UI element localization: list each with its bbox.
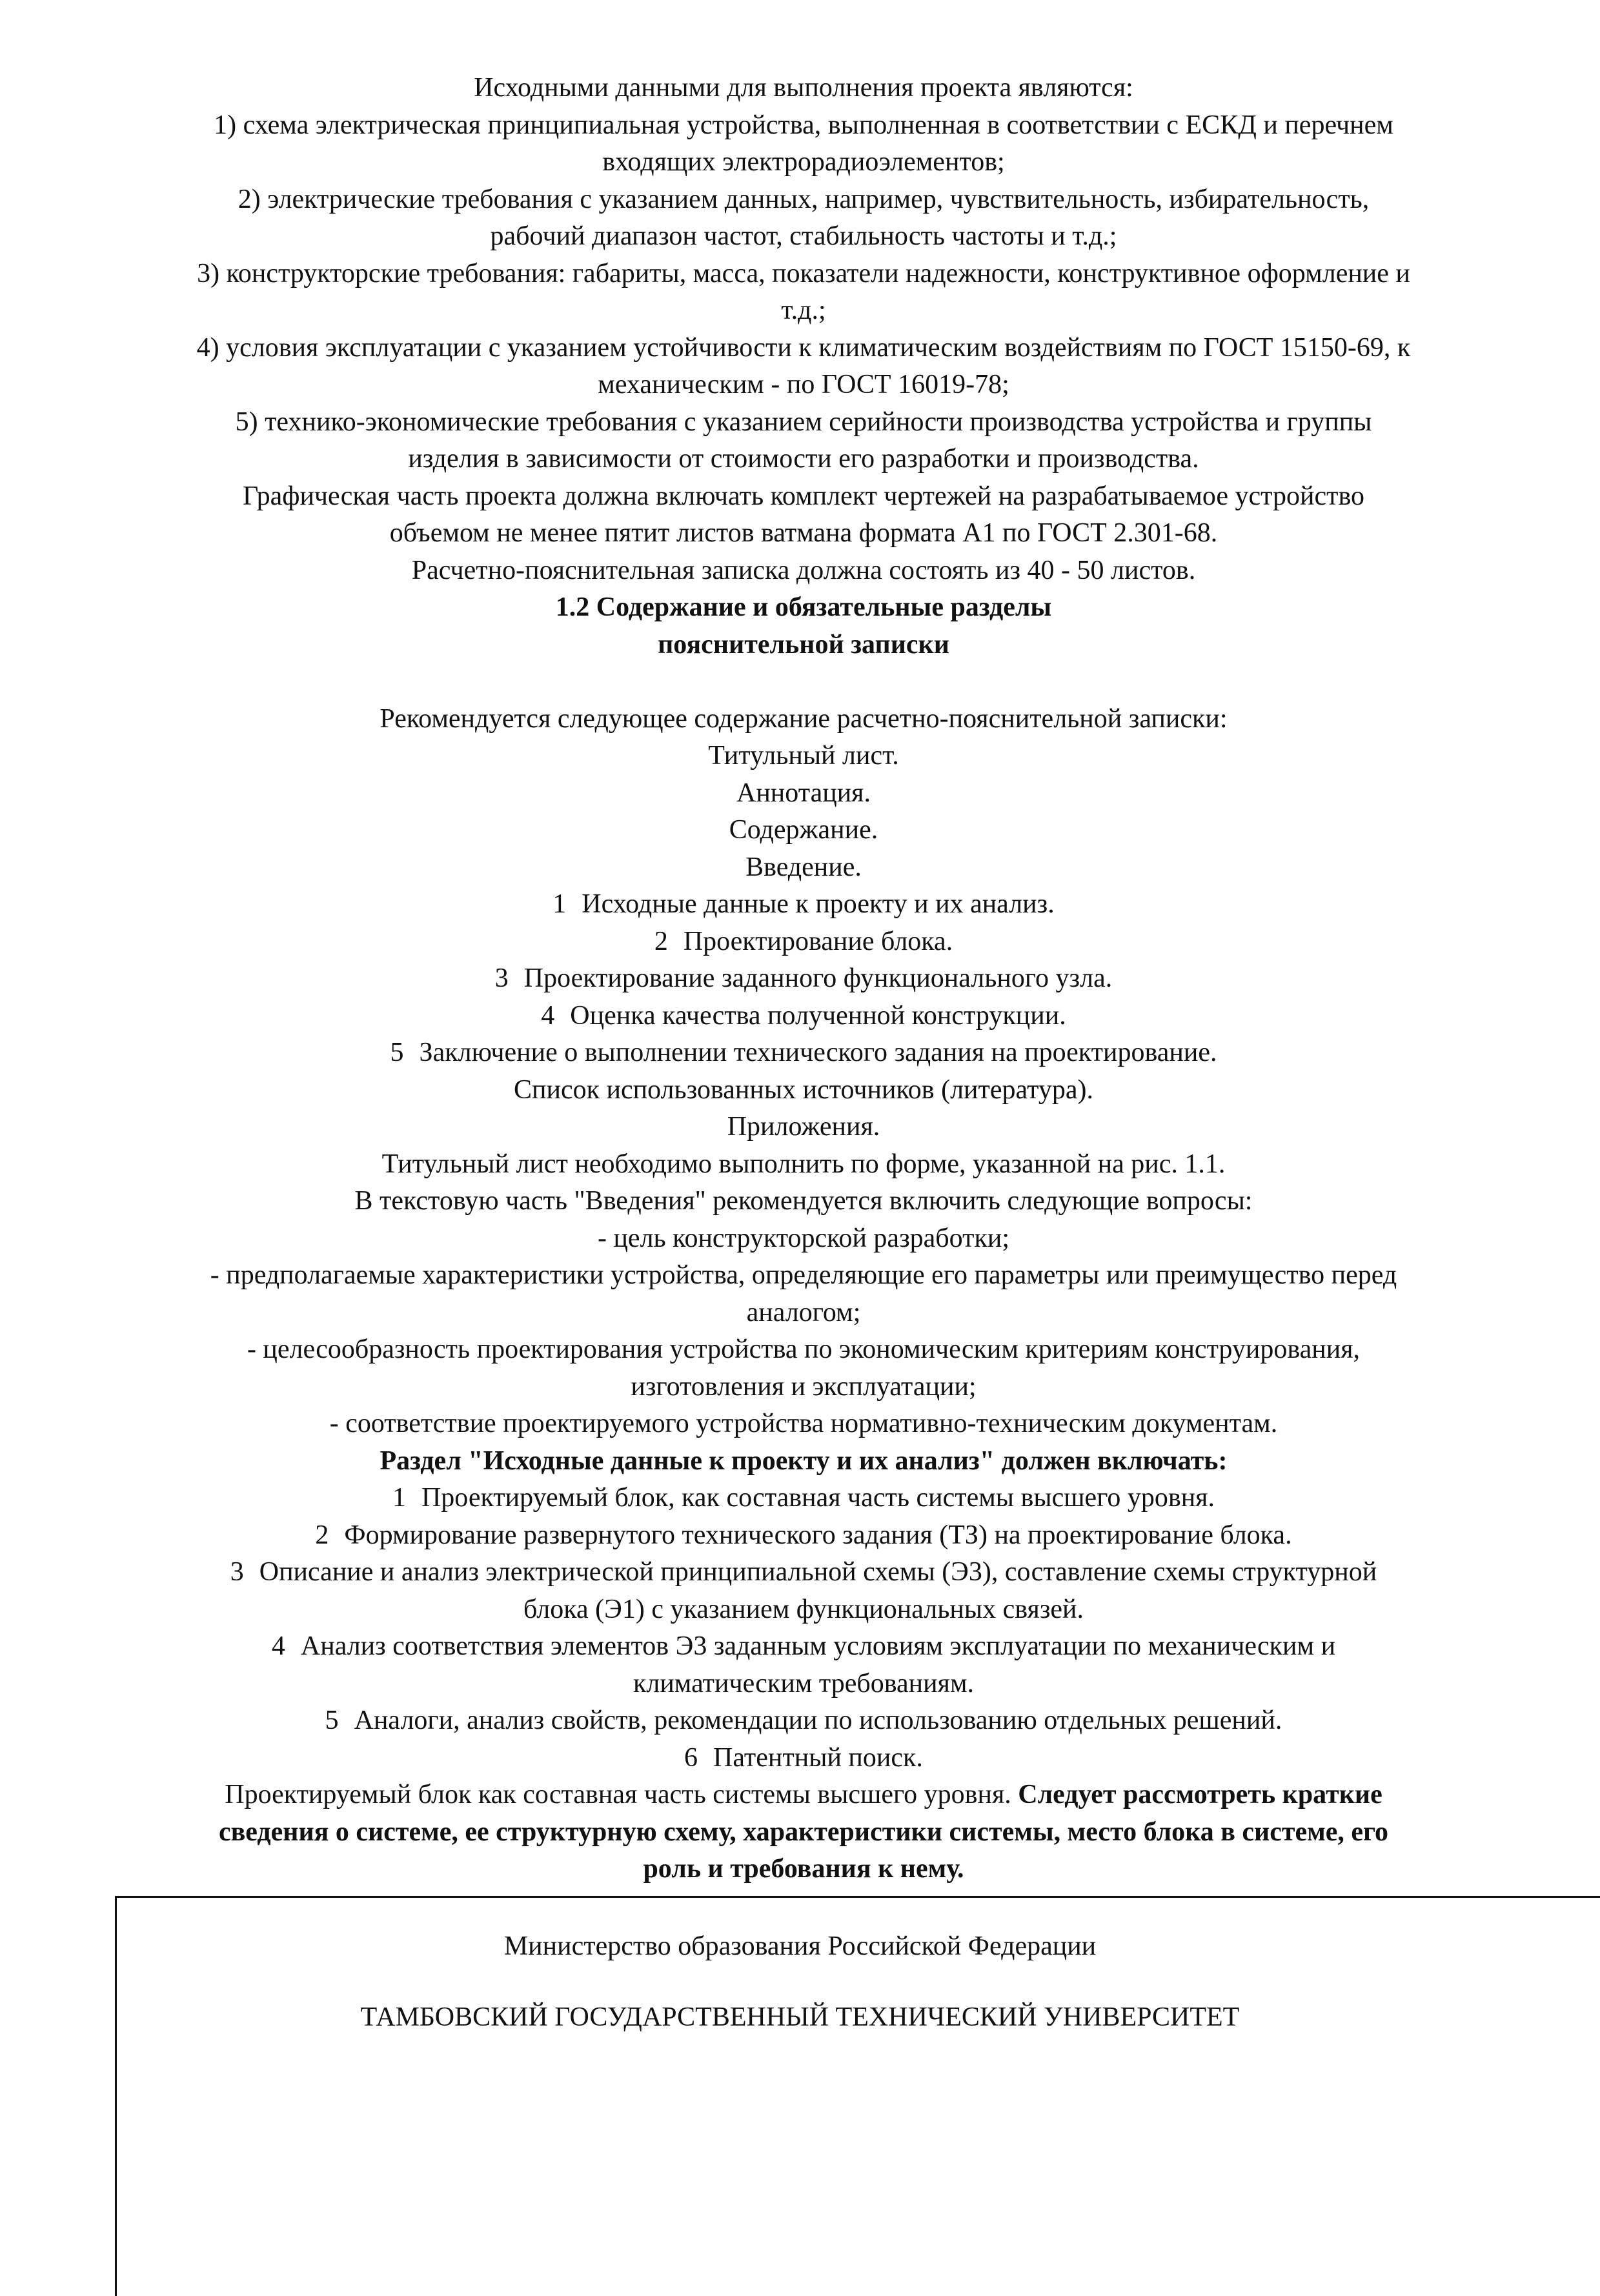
toc-item-numbered: 2 Проектирование блока. (654, 926, 953, 956)
title-page-ministry: Министерство образования Российской Федерации (503, 1931, 1097, 1961)
intro-question-item: - цель конструкторской разработки; (597, 1223, 1010, 1253)
source-section-item: 6 Патентный поиск. (684, 1742, 923, 1773)
section-heading-1-2: 1.2 Содержание и обязательные разделы пояснительной записки (555, 592, 1052, 660)
toc-item-title-page: Титульный лист. (708, 741, 899, 770)
toc-item-annotation: Аннотация. (736, 778, 871, 808)
note-size-paragraph: Расчетно-пояснительная записка должна состоять из 40 - 50 листов. (411, 555, 1196, 585)
blank-line (103, 663, 1504, 701)
intro-question-item: - соответствие проектируемого устройства нормативно-техническим документам. (329, 1409, 1278, 1438)
section-heading-source-data: Раздел "Исходные данные к проекту и их анализ" должен включать: (380, 1445, 1228, 1476)
intro-part-paragraph: В текстовую часть "Введения" рекомендуется включить следующие вопросы: (354, 1186, 1253, 1216)
source-section-item: 1 Проектируемый блок, как составная часть системы высшего уровня. (392, 1483, 1215, 1513)
intro-question-item: - целесообразность проектирования устройства по экономическим критериям конструирования, изготовления и эксплуатации; (247, 1334, 1361, 1402)
toc-item-contents: Содержание. (729, 815, 878, 845)
intro-question-item: - предполагаемые характеристики устройства, определяющие его параметры или преимущество перед аналогом; (210, 1260, 1397, 1327)
closing-paragraph: Проектируемый блок как составная часть системы высшего уровня. Следует рассмотреть краткие сведения о системе, ее структурную схему, характеристики системы, место блока в системе, его роль и требования к нему. (218, 1780, 1389, 1884)
toc-item-numbered: 1 Исходные данные к проекту и их анализ. (552, 889, 1055, 919)
title-page-note: Титульный лист необходимо выполнить по форме, указанной на рис. 1.1. (381, 1149, 1226, 1179)
source-data-item-1: 1) схема электрическая принципиальная устройства, выполненная в соответствии с ЕСКД и перечнем входящих электрорадиоэлементов; (214, 110, 1393, 177)
document-body (103, 70, 1504, 1888)
source-data-item-5: 5) технико-экономические требования с указанием серийности производства устройства и группы изделия в зависимости от стоимости его разработки и производства. (235, 407, 1372, 474)
source-data-item-2: 2) электрические требования с указанием данных, например, чувствительность, избирательность, рабочий диапазон частот, стабильность частоты и т.д.; (238, 184, 1370, 251)
source-section-item: 2 Формирование развернутого технического задания (ТЗ) на проектирование блока. (315, 1520, 1292, 1550)
source-section-item: 5 Аналоги, анализ свойств, рекомендации по использованию отдельных решений. (325, 1706, 1282, 1735)
source-data-item-4: 4) условия эксплуатации с указанием устойчивости к климатическим воздействиям по ГОСТ 15150-69, к механическим - по ГОСТ 16019-78; (196, 332, 1411, 399)
toc-item-appendices: Приложения. (727, 1112, 880, 1142)
toc-item-references: Список использованных источников (литература). (513, 1074, 1094, 1105)
source-section-item: 3 Описание и анализ электрической принципиальной схемы (Э3), составление схемы структурной блока (Э1) с указанием функциональных связей. (230, 1557, 1377, 1624)
source-section-item: 4 Анализ соответствия элементов Э3 заданным условиям эксплуатации по механическим и климатическим требованиям. (271, 1631, 1336, 1698)
toc-item-numbered: 5 Заключение о выполнении технического задания на проектирование. (390, 1038, 1217, 1067)
title-page-university: ТАМБОВСКИЙ ГОСУДАРСТВЕННЫЙ ТЕХНИЧЕСКИЙ УНИВЕРСИТЕТ (360, 2002, 1240, 2032)
toc-item-numbered: 3 Проектирование заданного функционального узла. (494, 963, 1113, 993)
toc-item-numbered: 4 Оценка качества полученной конструкции. (541, 1000, 1066, 1031)
graphic-part-paragraph: Графическая часть проекта должна включать комплект чертежей на разрабатываемое устройство объемом не менее пятит листов ватмана формата А1 по ГОСТ 2.301-68. (242, 481, 1365, 548)
source-data-item-3: 3) конструкторские требования: габариты, масса, показатели надежности, конструктивное оформление и т.д.; (197, 258, 1410, 325)
recommend-paragraph: Рекомендуется следующее содержание расчетно-пояснительной записки: (380, 703, 1228, 734)
source-data-intro: Исходными данными для выполнения проекта являются: (474, 73, 1133, 103)
toc-item-introduction: Введение. (745, 852, 862, 882)
